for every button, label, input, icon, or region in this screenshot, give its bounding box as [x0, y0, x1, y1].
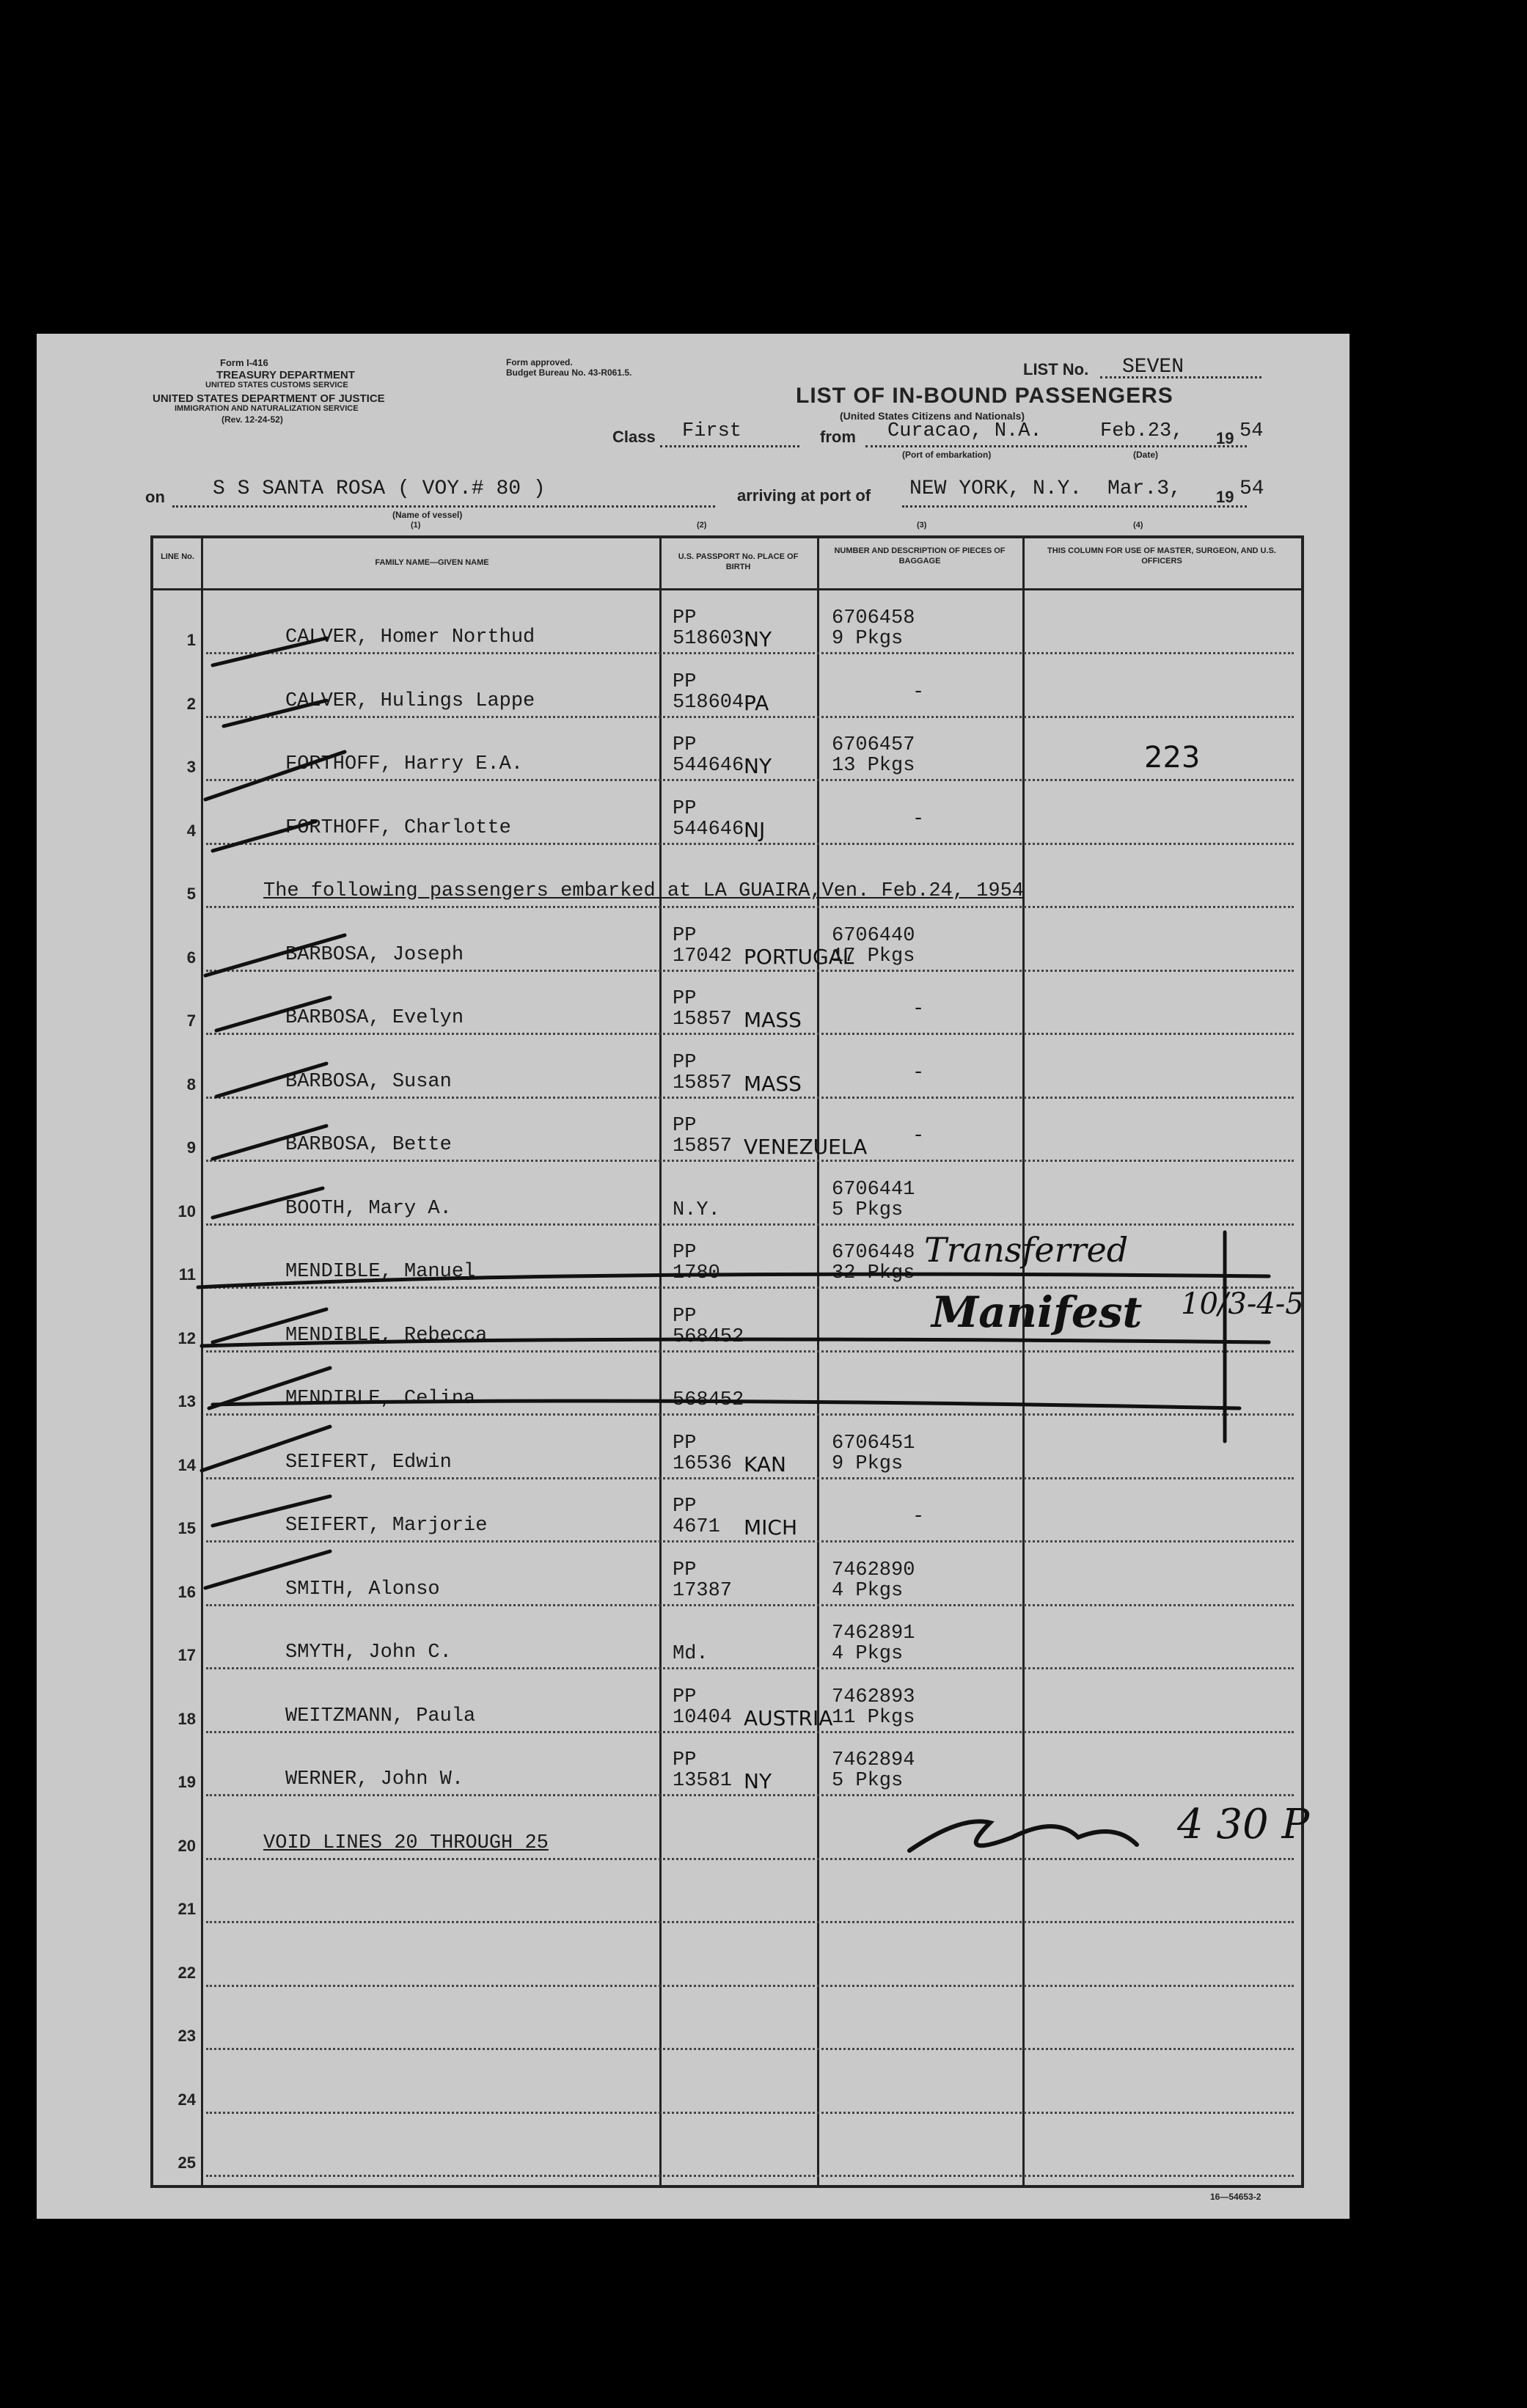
passport-type: PP — [673, 1305, 697, 1328]
line-number: 9 — [186, 1138, 196, 1157]
passport-type: PP — [673, 1432, 697, 1454]
line-reference-note: 10/3-4-5 — [1181, 1287, 1304, 1321]
line-number: 22 — [177, 1963, 196, 1982]
passport-number: 4671 — [673, 1516, 720, 1538]
baggage-description: 17 Pkgs — [832, 945, 915, 967]
baggage-description: 5 Pkgs — [832, 1198, 904, 1221]
line-number: 24 — [177, 2090, 196, 2109]
passenger-name: MENDIBLE, Manuel — [285, 1261, 476, 1283]
passenger-name: SMITH, Alonso — [285, 1578, 440, 1600]
passport-number: N.Y. — [673, 1198, 720, 1221]
line-number: 12 — [177, 1328, 196, 1347]
header-baggage: NUMBER AND DESCRIPTION OF PIECES OF BAGGAGE — [834, 546, 1006, 566]
baggage-description: - — [912, 1061, 925, 1084]
arriving-label: arriving at port of — [737, 486, 871, 505]
line-number: 23 — [177, 2027, 196, 2045]
line-number: 1 — [186, 631, 196, 649]
baggage-description: - — [912, 808, 925, 830]
passport-number: 568452 — [673, 1325, 744, 1348]
passenger-name: FORTHOFF, Charlotte — [285, 816, 511, 839]
manifest-note: Manifest — [931, 1287, 1143, 1337]
line-number: 21 — [177, 1900, 196, 1918]
baggage-number: 6706458 — [832, 607, 915, 629]
passenger-name: The following passengers embarked at LA GUAIRA,Ven. Feb.24, 1954 — [263, 880, 1024, 902]
baggage-description: 5 Pkgs — [832, 1770, 904, 1792]
from-label: from — [820, 428, 856, 446]
passport-type: PP — [673, 1686, 697, 1708]
class-label: Class — [612, 428, 656, 446]
passport-number: 15857 — [673, 1072, 733, 1094]
line-number: 6 — [186, 948, 196, 967]
arrival-year-prefix: 19 — [1216, 488, 1234, 506]
passenger-name: MENDIBLE, Celina — [285, 1388, 476, 1410]
baggage-number: 6706441 — [832, 1178, 915, 1201]
from-year-prefix: 19 — [1216, 429, 1234, 447]
passport-number: 544646 — [673, 755, 744, 777]
passport-number: 17387 — [673, 1579, 733, 1602]
line-number: 13 — [177, 1392, 196, 1410]
baggage-description: 9 Pkgs — [832, 1452, 904, 1475]
on-label: on — [145, 488, 165, 506]
line-number: 14 — [177, 1455, 196, 1474]
header-officers: THIS COLUMN FOR USE OF MASTER, SURGEON, AND U.S. OFFICERS — [1047, 546, 1276, 566]
passport-number: 17042 — [673, 945, 733, 967]
passport-number: 16536 — [673, 1452, 733, 1475]
arrival-date: Mar.3, — [1107, 477, 1182, 500]
baggage-description: - — [912, 681, 925, 703]
passport-type: PP — [673, 797, 697, 820]
passenger-name: BOOTH, Mary A. — [285, 1197, 452, 1220]
place-of-birth: MASS — [744, 1071, 802, 1096]
place-of-birth: MICH — [744, 1515, 798, 1540]
header-line-no: LINE No. — [161, 552, 194, 561]
baggage-number: 7462890 — [832, 1559, 915, 1581]
passenger-name: SEIFERT, Marjorie — [285, 1515, 488, 1537]
passport-type: PP — [673, 1242, 697, 1264]
line-number: 25 — [177, 2153, 196, 2172]
passport-type: PP — [673, 1559, 697, 1581]
line-number: 18 — [177, 1709, 196, 1728]
line-number: 16 — [177, 1582, 196, 1601]
date-caption: (Date) — [1133, 450, 1159, 460]
col-num-2: (2) — [697, 521, 707, 530]
form-revision: (Rev. 12-24-52) — [221, 414, 283, 425]
line-number: 19 — [177, 1773, 196, 1791]
passenger-name: SMYTH, John C. — [285, 1642, 452, 1664]
passenger-name: BARBOSA, Evelyn — [285, 1007, 464, 1029]
baggage-description: - — [912, 1125, 925, 1147]
baggage-number: 7462894 — [832, 1749, 915, 1771]
form-subtitle: (United States Citizens and Nationals) — [840, 410, 1025, 422]
place-of-birth: NY — [744, 1769, 772, 1793]
baggage-description: - — [912, 998, 925, 1020]
list-no-label: LIST No. — [1023, 360, 1089, 378]
passport-number: 10404 — [673, 1706, 733, 1729]
ink-marks — [37, 334, 1350, 2219]
line-number: 5 — [186, 885, 196, 903]
form-title: LIST OF IN-BOUND PASSENGERS — [796, 384, 1173, 408]
passport-type: PP — [673, 1051, 697, 1074]
line-number: 20 — [177, 1836, 196, 1855]
place-of-birth: VENEZUELA — [744, 1135, 868, 1159]
form-approved: Form approved. — [506, 357, 573, 367]
passport-type: PP — [673, 1749, 697, 1771]
form-number: Form I-416 — [220, 357, 268, 368]
place-of-birth: MASS — [744, 1008, 802, 1032]
officer-note-223: 223 — [1144, 741, 1201, 775]
col-num-4: (4) — [1133, 521, 1143, 530]
header-passport: U.S. PASSPORT No. PLACE OF BIRTH — [678, 552, 799, 571]
arrival-port: NEW YORK, N.Y. — [909, 477, 1083, 500]
passenger-name: FORTHOFF, Harry E.A. — [285, 753, 524, 775]
baggage-description: 4 Pkgs — [832, 1579, 904, 1602]
dept-immigration: IMMIGRATION AND NATURALIZATION SERVICE — [175, 404, 359, 413]
passport-number: 1780 — [673, 1262, 720, 1284]
baggage-description: 32 Pkgs — [832, 1262, 915, 1284]
line-number: 8 — [186, 1075, 196, 1094]
arrival-year: 54 — [1239, 477, 1264, 500]
line-number: 7 — [186, 1011, 196, 1030]
line-number: 4 — [186, 821, 196, 840]
passport-number: 544646 — [673, 818, 744, 841]
passenger-name: CALVER, Hulings Lappe — [285, 689, 535, 712]
place-of-birth: NY — [744, 627, 772, 651]
baggage-description: - — [912, 1506, 925, 1528]
vessel-caption: (Name of vessel) — [392, 510, 463, 520]
passport-number: 15857 — [673, 1009, 733, 1031]
passenger-name: CALVER, Homer Northud — [285, 626, 535, 648]
line-number: 15 — [177, 1519, 196, 1537]
passenger-name: SEIFERT, Edwin — [285, 1451, 452, 1474]
passport-type: PP — [673, 924, 697, 947]
col-num-1: (1) — [411, 521, 421, 530]
dept-customs: UNITED STATES CUSTOMS SERVICE — [205, 381, 348, 389]
baggage-description: 4 Pkgs — [832, 1643, 904, 1665]
passenger-name: WEITZMANN, Paula — [285, 1705, 476, 1727]
transferred-note: Transferred — [924, 1230, 1129, 1270]
baggage-number: 6706457 — [832, 734, 915, 756]
passport-number: 518603 — [673, 628, 744, 650]
baggage-number: 6706451 — [832, 1432, 915, 1454]
budget-bureau: Budget Bureau No. 43-R061.5. — [506, 367, 632, 378]
class-value: First — [682, 420, 742, 442]
vessel-name: S S SANTA ROSA ( VOY.# 80 ) — [213, 477, 546, 500]
baggage-number: 7462891 — [832, 1622, 915, 1644]
line-number: 10 — [177, 1201, 196, 1221]
line-number: 11 — [178, 1265, 196, 1284]
dept-treasury: TREASURY DEPARTMENT — [216, 369, 355, 381]
from-year: 54 — [1239, 420, 1264, 442]
line-number: 2 — [186, 694, 196, 713]
port-embark-caption: (Port of embarkation) — [902, 450, 992, 460]
passenger-name: MENDIBLE, Rebecca — [285, 1324, 488, 1347]
list-no-value: SEVEN — [1122, 356, 1184, 378]
col-num-3: (3) — [917, 521, 927, 530]
passport-number: 518604 — [673, 691, 744, 714]
passport-type: PP — [673, 670, 697, 693]
baggage-description: 13 Pkgs — [832, 755, 915, 777]
passenger-name: WERNER, John W. — [285, 1768, 464, 1790]
footer-code: 16—54653-2 — [1210, 2192, 1261, 2202]
line-number: 17 — [177, 1646, 196, 1664]
passenger-name: VOID LINES 20 THROUGH 25 — [263, 1831, 549, 1854]
passport-number: Md. — [673, 1643, 708, 1665]
place-of-birth: NJ — [744, 817, 766, 842]
baggage-number: 7462893 — [832, 1686, 915, 1708]
passport-type: PP — [673, 1496, 697, 1518]
passenger-name: BARBOSA, Susan — [285, 1070, 452, 1093]
passport-number: 13581 — [673, 1770, 733, 1792]
manifest-sheet — [37, 334, 1350, 2219]
from-date: Feb.23, — [1100, 420, 1184, 442]
passport-number: 568452 — [673, 1389, 744, 1411]
place-of-birth: AUSTRIA — [744, 1705, 833, 1730]
passport-type: PP — [673, 988, 697, 1010]
passport-type: PP — [673, 1115, 697, 1137]
header-name: FAMILY NAME—GIVEN NAME — [375, 558, 489, 567]
place-of-birth: KAN — [744, 1452, 786, 1476]
place-of-birth: PA — [744, 690, 769, 715]
passport-type: PP — [673, 607, 697, 629]
baggage-number: 6706448 — [832, 1242, 915, 1264]
from-port: Curacao, N.A. — [887, 420, 1042, 442]
passport-number: 15857 — [673, 1135, 733, 1157]
passenger-name: BARBOSA, Joseph — [285, 943, 464, 966]
baggage-description: 11 Pkgs — [832, 1706, 915, 1729]
passport-type: PP — [673, 734, 697, 756]
place-of-birth: PORTUGAL — [744, 944, 854, 969]
place-of-birth: NY — [744, 754, 772, 778]
baggage-description: 9 Pkgs — [832, 628, 904, 650]
passenger-name: BARBOSA, Bette — [285, 1134, 452, 1156]
signature-time: 4 30 P — [1177, 1801, 1310, 1848]
line-number: 3 — [186, 758, 196, 776]
dept-justice: UNITED STATES DEPARTMENT OF JUSTICE — [153, 392, 385, 405]
baggage-number: 6706440 — [832, 924, 915, 947]
